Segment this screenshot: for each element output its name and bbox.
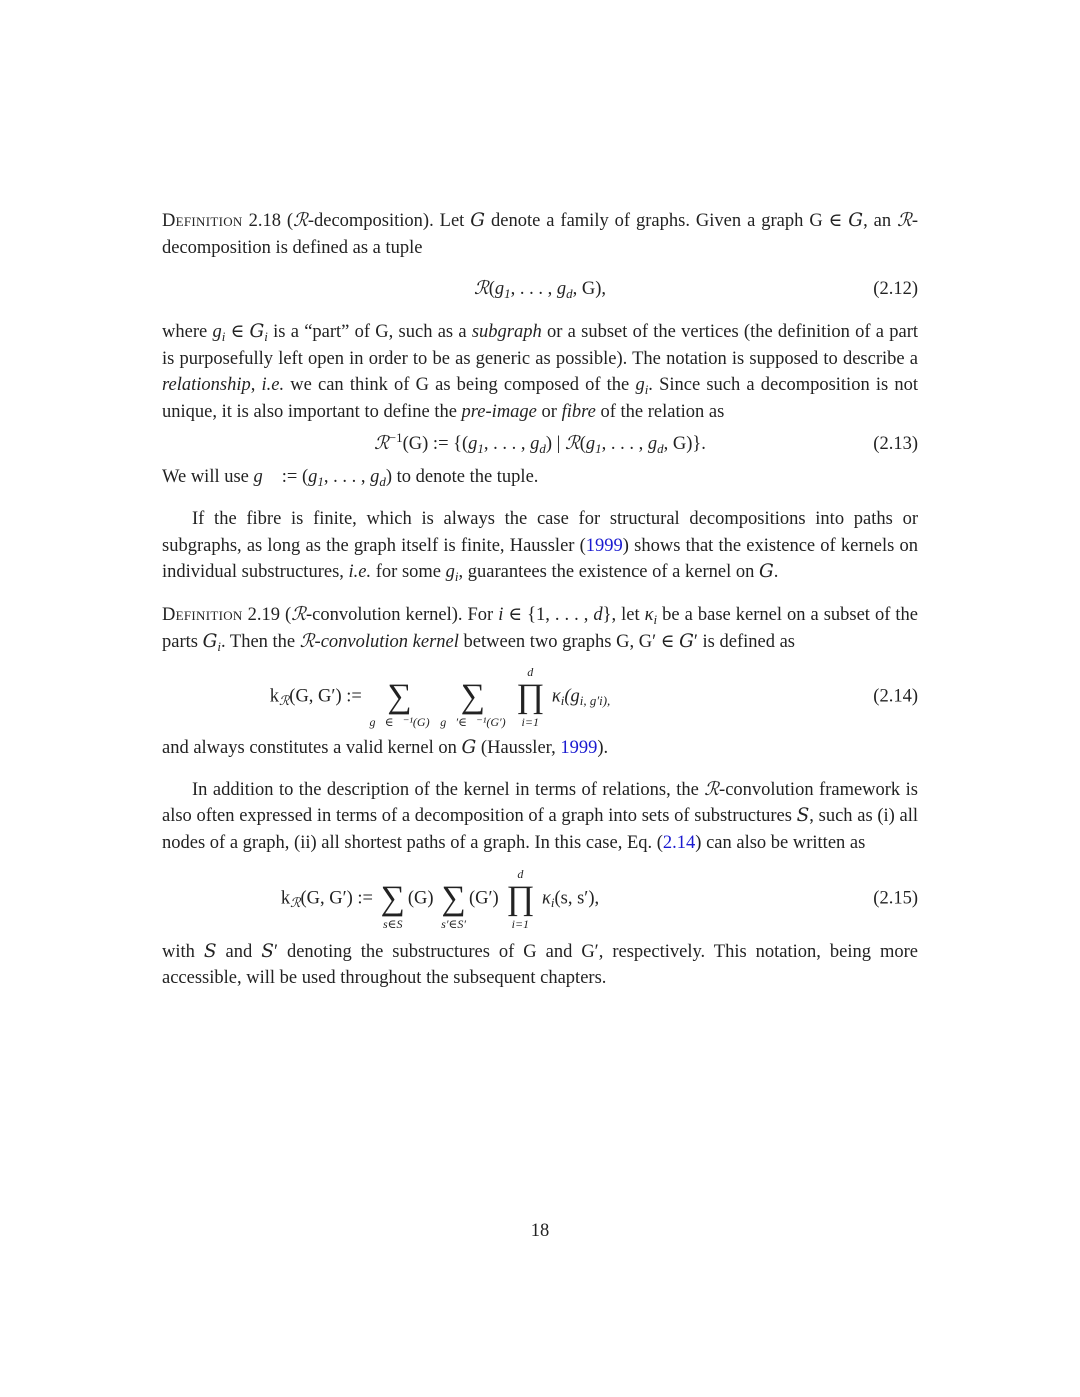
text-segment: where [162, 322, 213, 343]
text-segment: , such as (i) all nodes of a graph, (ii) all shortest paths of a graph. In this case, Eq. ( [162, 806, 918, 853]
text-segment: g [647, 433, 658, 454]
text-segment: g [468, 433, 478, 454]
text-segment: fibre [561, 401, 596, 422]
kernel-args: (G, G′) := [289, 686, 362, 707]
text-segment: i [498, 604, 504, 625]
text-segment: G [249, 321, 265, 343]
product-lower: i=1 [511, 916, 530, 931]
product-operator: d ∏ i=1 [516, 665, 545, 730]
text-segment: for some [371, 562, 446, 583]
sum-limit: g⃗′∈ℛ⁻¹(G′) [440, 715, 506, 730]
text-segment: κ [644, 604, 654, 625]
text-segment: ) shows that the existence of kernels on individual substructures, [162, 535, 918, 583]
equation-2-15 [162, 867, 918, 931]
base-kernel-args-rest: i, g′i), [579, 693, 611, 709]
text-segment: ). [597, 738, 609, 759]
kernel-symbol: k [269, 686, 279, 707]
text-segment: d [593, 604, 603, 625]
citation-link[interactable]: 1999 [585, 535, 623, 556]
text-segment: ∈ [225, 322, 250, 343]
base-kernel-args: (g [564, 686, 580, 707]
text-segment: g [530, 433, 540, 454]
text-segment: If the fibre is finite, which is always the case for structural decompositions into paths or subgraphs, as long as the graph itself is finite, Haussler ( [162, 509, 918, 556]
citation-link[interactable]: 2.14 [662, 832, 696, 853]
definition-2-18 [162, 208, 918, 261]
paragraph-notation [162, 939, 918, 992]
base-kernel: κ [551, 686, 561, 707]
kernel-subscript: ℛ [278, 694, 290, 710]
text-segment: g [308, 466, 318, 487]
text-segment: := ( [277, 466, 309, 487]
base-kernel-args: (s, s′), [554, 887, 600, 908]
sum-arg: (G) [407, 887, 434, 908]
text-segment: i [217, 638, 221, 654]
text-segment: , guarantees the existence of a kernel on [458, 562, 759, 583]
text-segment: between two graphs G, G′ ∈ [458, 631, 680, 652]
text-segment: ℛ [293, 210, 308, 231]
text-segment: In addition to the description of the kernel in terms of relations, the [192, 779, 705, 800]
equation-2-14 [162, 665, 918, 729]
equation-body [162, 428, 918, 460]
text-segment: g [445, 562, 455, 583]
sum-arg: (G′) [468, 887, 499, 908]
text-segment: ℛ [564, 432, 580, 454]
page-body [162, 208, 918, 992]
text-segment: i [264, 329, 268, 345]
paragraph-valid-kernel [162, 735, 918, 762]
text-segment: and [216, 941, 262, 962]
text-segment: i [221, 329, 226, 345]
text-segment: we can think of G as being composed of the [284, 375, 636, 396]
equation-2-13 [162, 428, 918, 460]
product-upper: d [517, 866, 524, 881]
text-segment: }, let [602, 604, 645, 625]
paragraph-substructures [162, 777, 918, 857]
sum-limit: g⃗∈ℛ⁻¹(G) [369, 715, 430, 730]
sum-limit: s∈S [382, 916, 403, 931]
equation-number: (2.12) [873, 279, 918, 300]
definition-label: Definition [162, 604, 243, 625]
text-segment: of the relation as [595, 401, 725, 422]
text-segment: g [370, 466, 380, 487]
paragraph-part-definition [162, 319, 918, 425]
tuple-notation-line [162, 464, 918, 491]
base-kernel: κ [541, 887, 551, 908]
text-segment: g [585, 433, 596, 454]
page-number: 18 [530, 1221, 550, 1241]
text-segment: ′ denoting the substructures of G and G′, respectively. This notation, being more accessible, will be used throughout the subsequent chapters. [162, 941, 918, 989]
text-segment: i [454, 569, 459, 585]
product-lower: i=1 [521, 715, 539, 730]
text-segment: G [461, 737, 477, 759]
equation-number: (2.14) [873, 686, 918, 707]
text-segment: , . . . , [483, 433, 531, 454]
equation-number: (2.13) [873, 433, 918, 454]
kernel-args: (G, G′) := [300, 887, 373, 908]
text-segment: i.e. [261, 375, 285, 396]
equation-2-12 [162, 273, 918, 305]
text-segment: g [494, 279, 505, 300]
definition-2-19 [162, 602, 918, 655]
text-segment: ℛ [299, 630, 315, 652]
text-segment: , . . . , [601, 433, 648, 454]
sum-operator: ∑ s∈S [380, 879, 405, 931]
text-segment: ℛ [704, 778, 720, 800]
text-segment: S [796, 805, 810, 827]
definition-label: Definition [162, 211, 243, 231]
text-segment: d [379, 473, 386, 489]
text-segment: (Haussler, [476, 738, 561, 759]
text-segment: G [470, 210, 486, 231]
text-segment: , G), [572, 279, 607, 300]
text-segment: , . . . , [323, 466, 371, 487]
text-segment: and always constitutes a valid kernel on [162, 738, 462, 759]
text-segment: 2.18 ( [242, 211, 294, 231]
sum-operator: ∑ g⃗′∈ℛ⁻¹(G′) [440, 678, 506, 730]
text-segment: relationship [162, 375, 251, 396]
text-segment: g [212, 322, 222, 343]
base-kernel-sub: i [550, 894, 555, 910]
text-segment: or a subset of the vertices (the definition of a part is purposefully left open in order to be as generic as possible). The notation is supposed to describe a [162, 322, 918, 369]
sum-limit: s′∈S′ [441, 916, 466, 931]
text-segment: d [539, 440, 546, 456]
product-operator: d ∏ i=1 [506, 866, 535, 931]
text-segment: We will use [162, 466, 254, 487]
text-segment: g [635, 375, 645, 396]
text-segment: (G) := {( [402, 433, 469, 454]
text-segment: subgraph [471, 322, 542, 343]
text-segment: ′ is defined as [693, 631, 795, 652]
text-segment: i [653, 611, 658, 627]
equation-body [162, 273, 918, 305]
text-segment: , [250, 375, 262, 396]
text-segment: ) | [545, 433, 565, 454]
product-upper: d [527, 665, 534, 680]
text-segment: be a base kernel on a subset of the parts [162, 604, 918, 652]
text-segment: 2.19 ( [242, 604, 292, 625]
text-segment: S [261, 940, 274, 962]
text-segment: d [657, 440, 664, 456]
equation-number: (2.15) [873, 888, 918, 908]
text-segment: ) can also be written as [695, 832, 866, 853]
text-segment: G [679, 630, 694, 652]
text-segment: i.e. [348, 562, 372, 583]
text-segment: or [536, 401, 562, 422]
text-segment: 1 [477, 440, 484, 456]
text-segment: is a “part” of G, such as a [267, 322, 472, 343]
text-segment: 1 [317, 473, 324, 489]
text-segment: ℛ [473, 278, 489, 300]
text-segment: -convolution kernel). For [305, 604, 499, 625]
text-segment: ∈ {1, . . . , [503, 604, 594, 625]
paragraph-fibre [162, 506, 918, 586]
text-segment: 1 [504, 286, 511, 302]
text-segment: -convolution kernel [314, 631, 459, 652]
text-segment: pre-image [461, 401, 537, 422]
text-segment: S [203, 940, 217, 962]
text-segment: G [759, 561, 774, 583]
text-segment: d [566, 286, 573, 302]
text-segment: g [556, 279, 567, 300]
base-kernel-sub: i [560, 693, 565, 709]
text-segment: 1 [595, 440, 602, 456]
text-segment: G [848, 210, 864, 231]
text-segment: -decomposition is defined as a tuple [162, 211, 918, 258]
text-segment: i [644, 382, 649, 398]
text-segment: -convolution framework is also often expressed in terms of a decomposition of a graph into sets of substructures [162, 779, 918, 827]
text-segment: . Then the [220, 631, 300, 652]
kernel-symbol: k [280, 887, 291, 908]
sum-operator: ∑ s′∈S′ [441, 879, 466, 931]
text-segment: G [202, 630, 218, 652]
text-segment: , G)}. [663, 433, 706, 454]
text-segment: ℛ [897, 210, 912, 231]
text-segment: . [773, 562, 779, 583]
text-segment: g⃗ [253, 466, 278, 487]
text-segment: ℛ [374, 432, 389, 454]
text-segment: ( [579, 433, 586, 454]
text-segment: ℛ [291, 603, 306, 625]
text-segment: , an [863, 211, 898, 231]
text-segment: denote a family of graphs. Given a graph G ∈ [485, 211, 849, 231]
text-segment: -decomposition). Let [307, 211, 471, 231]
text-segment: ( [488, 279, 495, 300]
text-segment: with [162, 941, 204, 962]
text-segment: −1 [388, 429, 403, 445]
kernel-subscript: ℛ [290, 895, 301, 911]
citation-link[interactable]: 1999 [560, 738, 598, 759]
text-segment: . Since such a decomposition is not unique, it is also important to define the [162, 375, 918, 422]
text-segment: , . . . , [510, 279, 557, 300]
text-segment: ) to denote the tuple. [385, 466, 539, 487]
sum-operator: ∑ g⃗∈ℛ⁻¹(G) [369, 678, 430, 730]
